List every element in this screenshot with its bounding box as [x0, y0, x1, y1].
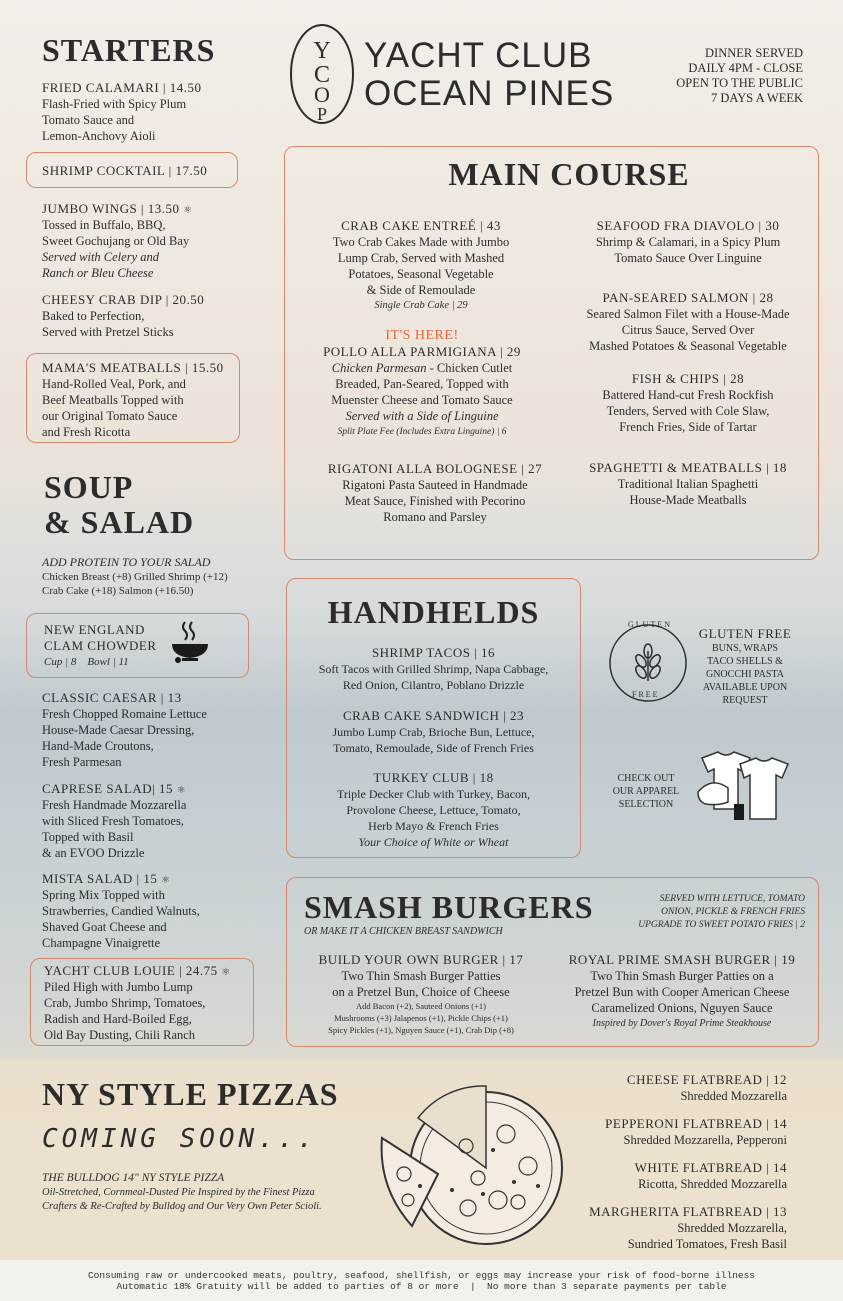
bulldog-title: THE BULLDOG 14" NY STYLE PIZZA	[42, 1172, 225, 1184]
bulldog-desc: Oil-Stretched, Cornmeal-Dusted Pie Inspired by the Finest Pizza	[42, 1187, 315, 1198]
item-desc: Tomato Sauce Over Linguine	[614, 251, 762, 265]
handheld-crab-sandwich	[290, 708, 577, 756]
item-desc: Tossed in Buffalo, BBQ,	[42, 218, 166, 232]
item-title: WHITE FLATBREAD | 14	[634, 1160, 787, 1175]
item-title: CAPRESE SALAD| 15 ⚛	[42, 781, 187, 796]
add-protein-line2: Crab Cake (+18) Salmon (+16.50)	[42, 585, 194, 597]
burger-royal	[548, 952, 816, 1032]
item-desc: Fresh Handmade Mozzarella	[42, 798, 187, 812]
apparel-line: CHECK OUT	[617, 773, 675, 784]
item-note: Your Choice of White or Wheat	[358, 835, 509, 849]
item-desc: Baked to Perfection,	[42, 309, 145, 323]
item-title: FRIED CALAMARI | 14.50	[42, 80, 202, 95]
item-desc: Pretzel Bun with Cooper American Cheese	[574, 985, 790, 999]
item-note: Inspired by Dover's Royal Prime Steakhouse	[592, 1018, 772, 1029]
item-title: RIGATONI ALLA BOLOGNESE | 27	[327, 461, 543, 476]
item-desc: Two Thin Smash Burger Patties	[341, 969, 501, 983]
item-title: TURKEY CLUB | 18	[373, 770, 494, 785]
item-desc: Served with Pretzel Sticks	[42, 325, 174, 339]
burgers-served-with	[638, 893, 805, 932]
item-desc: Fresh Chopped Romaine Lettuce	[42, 707, 207, 721]
item-title: JUMBO WINGS | 13.50 ⚛	[42, 201, 193, 216]
burgers-sub: OR MAKE IT A CHICKEN BREAST SANDWICH	[304, 926, 503, 937]
item-desc: Spring Mix Topped with	[42, 888, 165, 902]
item-desc: Tomato, Remoulade, Side of French Fries	[333, 741, 534, 755]
item-desc: Breaded, Pan-Seared, Topped with	[335, 377, 509, 391]
chowder-title2: CLAM CHOWDER	[44, 638, 157, 653]
vegetarian-icon: ⚛	[176, 785, 187, 796]
item-desc: Sundried Tomatoes, Fresh Basil	[627, 1237, 787, 1251]
hours-line4: 7 DAYS A WEEK	[710, 91, 803, 105]
pizza-coming-soon: COMING SOON...	[42, 1124, 318, 1154]
main-crab-cake	[296, 218, 546, 314]
main-fish-chips	[565, 371, 811, 435]
item-desc: Shredded Mozzarella	[680, 1089, 787, 1103]
pizza-bulldog	[42, 1170, 382, 1214]
item-desc: Romano and Parsley	[383, 510, 487, 524]
item-title: SPAGHETTI & MEATBALLS | 18	[589, 460, 787, 475]
main-seafood	[565, 218, 811, 266]
footer	[0, 1260, 843, 1301]
apparel-text	[606, 772, 686, 811]
starter-shrimp-cocktail: SHRIMP COCKTAIL | 17.50	[42, 163, 208, 178]
item-desc: Fresh Parmesan	[42, 755, 122, 769]
item-desc: Provolone Cheese, Lettuce, Tomato,	[346, 803, 521, 817]
item-desc: House-Made Meatballs	[629, 493, 747, 507]
item-desc: & an EVOO Drizzle	[42, 846, 145, 860]
vegetarian-icon: ⚛	[161, 875, 171, 886]
soup-bowl-icon	[170, 620, 210, 664]
flatbread-margherita	[527, 1204, 787, 1252]
hours-line2: DAILY 4PM - CLOSE	[688, 61, 803, 75]
item-desc: our Original Tomato Sauce	[42, 409, 178, 423]
item-desc: Lemon-Anchovy Aioli	[42, 129, 156, 143]
item-desc: Strawberries, Candied Walnuts,	[42, 904, 200, 918]
logo	[288, 22, 628, 126]
salad-louie	[44, 963, 254, 1043]
served-line: ONION, PICKLE & FRENCH FRIES	[661, 907, 805, 917]
pizza-heading: NY STYLE PIZZAS	[42, 1076, 339, 1112]
item-desc: Triple Decker Club with Turkey, Bacon,	[336, 787, 531, 801]
hours-line1: DINNER SERVED	[705, 46, 803, 60]
gluten-badge-bottom: FREE	[632, 690, 660, 699]
item-desc: Champagne Vinaigrette	[42, 936, 161, 950]
item-desc: Battered Hand-cut Fresh Rockfish	[602, 388, 774, 402]
item-desc: Beef Meatballs Topped with	[42, 393, 184, 407]
item-desc: Hand-Made Croutons,	[42, 739, 154, 753]
addon-line: Spicy Pickles (+1), Nguyen Sauce (+1), Crab Dip (+8)	[328, 1025, 514, 1035]
item-desc: Piled High with Jumbo Lump	[44, 980, 193, 994]
starter-calamari	[42, 80, 262, 144]
handheld-tacos	[290, 645, 577, 693]
item-note: Single Crab Cake | 29	[374, 300, 468, 311]
item-title: POLLO ALLA PARMIGIANA | 29	[323, 344, 521, 359]
item-desc: House-Made Caesar Dressing,	[42, 723, 195, 737]
gluten-line: GNOCCHI PASTA	[705, 669, 784, 680]
main-pollo	[290, 328, 554, 440]
logo-monogram-icon	[288, 22, 356, 126]
item-desc: Topped with Basil	[42, 830, 134, 844]
add-protein-line1: Chicken Breast (+8) Grilled Shrimp (+12)	[42, 571, 228, 583]
item-title: CRAB CAKE ENTREÉ | 43	[341, 218, 501, 233]
item-desc: Lump Crab, Served with Mashed	[337, 251, 505, 265]
item-desc: Shrimp & Calamari, in a Spicy Plum	[595, 235, 781, 249]
item-desc: Mashed Potatoes & Seasonal Vegetable	[589, 339, 787, 353]
svg-text:C: C	[313, 62, 331, 88]
vegetarian-icon: ⚛	[183, 205, 193, 216]
item-title: MARGHERITA FLATBREAD | 13	[589, 1204, 787, 1219]
flatbread-white	[527, 1160, 787, 1192]
soup-salad-heading	[44, 470, 194, 540]
main-rigatoni	[290, 461, 580, 525]
apparel-tshirt-icon	[694, 748, 802, 828]
item-title: CRAB CAKE SANDWICH | 23	[343, 708, 524, 723]
flatbread-cheese	[527, 1072, 787, 1104]
gluten-line: REQUEST	[722, 695, 768, 706]
handhelds-heading: HANDHELDS	[327, 594, 540, 630]
chowder-title1: NEW ENGLAND	[44, 622, 145, 637]
svg-text:O: O	[314, 82, 330, 107]
item-desc: on a Pretzel Bun, Choice of Cheese	[332, 985, 510, 999]
item-desc: Potatoes, Seasonal Vegetable	[348, 267, 494, 281]
salad-caesar	[42, 690, 272, 770]
item-desc: Meat Sauce, Finished with Pecorino	[344, 494, 526, 508]
item-desc: Old Bay Dusting, Chili Ranch	[44, 1028, 196, 1042]
item-desc: Flash-Fried with Spicy Plum	[42, 97, 187, 111]
logo-line2: OCEAN PINES	[364, 74, 615, 113]
item-desc: Two Crab Cakes Made with Jumbo	[332, 235, 510, 249]
handheld-turkey	[290, 770, 577, 850]
served-line: UPGRADE TO SWEET POTATO FRIES | 2	[638, 920, 805, 930]
flatbread-pepperoni	[527, 1116, 787, 1148]
salad-mista	[42, 871, 272, 951]
item-note: Served with a Side of Linguine	[345, 409, 499, 423]
item-note: Served with Celery and	[42, 250, 159, 264]
footer-line1: Consuming raw or undercooked meats, poultry, seafood, shellfish, or eggs may increase your risk of food-borne illness	[87, 1270, 755, 1281]
starter-crab-dip	[42, 292, 262, 340]
item-desc: Shaved Goat Cheese and	[42, 920, 167, 934]
gluten-line: BUNS, WRAPS	[712, 643, 778, 654]
apparel-line: OUR APPAREL	[612, 786, 680, 797]
salad-caprese	[42, 781, 272, 861]
item-desc: Tomato Sauce and	[42, 113, 135, 127]
gluten-free-title: GLUTEN FREE	[698, 626, 792, 641]
clam-chowder	[44, 622, 157, 670]
chowder-prices: Cup | 8 Bowl | 11	[44, 656, 129, 668]
item-desc: Two Thin Smash Burger Patties on a	[590, 969, 774, 983]
item-desc: Jumbo Lump Crab, Brioche Bun, Lettuce,	[332, 725, 535, 739]
item-desc: Citrus Sauce, Served Over	[621, 323, 755, 337]
bulldog-desc: Crafters & Re-Crafted by Bulldog and Our Very Own Peter Scioli.	[42, 1201, 322, 1212]
footer-line2: Automatic 18% Gratuity will be added to parties of 8 or more | No more than 3 separate payments per table	[116, 1281, 727, 1292]
soup-heading-line1: SOUP	[44, 469, 134, 505]
served-line: SERVED WITH LETTUCE, TOMATO	[659, 894, 805, 904]
item-title: PEPPERONI FLATBREAD | 14	[605, 1116, 787, 1131]
item-title: CLASSIC CAESAR | 13	[42, 690, 182, 705]
burgers-heading: SMASH BURGERS	[304, 889, 594, 925]
vegetarian-icon: ⚛	[221, 967, 231, 978]
item-desc: with Sliced Fresh Tomatoes,	[42, 814, 184, 828]
item-desc: Tenders, Served with Cole Slaw,	[606, 404, 770, 418]
hours	[676, 46, 803, 106]
item-title: MISTA SALAD | 15 ⚛	[42, 871, 171, 886]
item-desc: Red Onion, Cilantro, Poblano Drizzle	[342, 678, 525, 692]
gluten-line: TACO SHELLS &	[707, 656, 783, 667]
item-desc: Hand-Rolled Veal, Pork, and	[42, 377, 186, 391]
its-here-label: IT'S HERE!	[385, 328, 459, 343]
burger-byo	[292, 952, 550, 1036]
item-desc: Soft Tacos with Grilled Shrimp, Napa Cabbage,	[318, 662, 549, 676]
item-desc: Caramelized Onions, Nguyen Sauce	[591, 1001, 773, 1015]
item-title: CHEESY CRAB DIP | 20.50	[42, 292, 205, 307]
item-title: SHRIMP TACOS | 16	[371, 645, 496, 660]
flatbreads	[527, 1072, 787, 1252]
item-desc: Shredded Mozzarella, Pepperoni	[623, 1133, 787, 1147]
item-desc: Radish and Hard-Boiled Egg,	[44, 1012, 192, 1026]
item-title: FISH & CHIPS | 28	[631, 371, 745, 386]
starters-heading: STARTERS	[42, 32, 216, 68]
item-title: PAN-SEARED SALMON | 28	[602, 290, 774, 305]
item-title: ROYAL PRIME SMASH BURGER | 19	[568, 952, 796, 967]
item-desc: Rigatoni Pasta Sauteed in Handmade	[342, 478, 528, 492]
apparel-line: SELECTION	[618, 799, 674, 810]
starter-meatballs	[42, 360, 242, 440]
svg-text:Y: Y	[313, 38, 331, 64]
gluten-free-info	[690, 626, 800, 707]
logo-line1: YACHT CLUB	[364, 36, 593, 75]
item-title: MAMA'S MEATBALLS | 15.50	[42, 360, 224, 375]
main-salmon	[562, 290, 814, 354]
item-title: BUILD YOUR OWN BURGER | 17	[318, 952, 524, 967]
item-desc: Shredded Mozzarella,	[677, 1221, 787, 1235]
starter-wings	[42, 201, 262, 281]
add-protein-title: ADD PROTEIN TO YOUR SALAD	[42, 555, 211, 569]
item-title: CHEESE FLATBREAD | 12	[626, 1072, 787, 1087]
soup-heading-line2: & SALAD	[44, 504, 195, 540]
main-course-heading: MAIN COURSE	[448, 156, 690, 192]
item-note: Ranch or Bleu Cheese	[42, 266, 154, 280]
addon-line: Add Bacon (+2), Sauteed Onions (+1)	[356, 1001, 486, 1011]
gluten-badge-top: GLUTEN	[628, 620, 672, 629]
item-note: Split Plate Fee (Includes Extra Linguine) | 6	[337, 427, 507, 437]
svg-text:P: P	[316, 104, 328, 124]
add-protein	[42, 554, 282, 598]
item-desc: French Fries, Side of Tartar	[619, 420, 757, 434]
addon-line: Mushrooms (+3) Jalapenos (+1), Pickle Chips (+1)	[334, 1013, 508, 1023]
hours-line3: OPEN TO THE PUBLIC	[676, 76, 803, 90]
item-desc: & Side of Remoulade	[366, 283, 476, 297]
item-desc: Sweet Gochujang or Old Bay	[42, 234, 190, 248]
item-title: YACHT CLUB LOUIE | 24.75 ⚛	[44, 963, 231, 978]
item-desc: Chicken Parmesan - Chicken Cutlet	[331, 361, 513, 375]
gluten-line: AVAILABLE UPON	[702, 682, 788, 693]
item-desc: Muenster Cheese and Tomato Sauce	[331, 393, 513, 407]
item-desc: Seared Salmon Filet with a House-Made	[586, 307, 790, 321]
item-title: SEAFOOD FRA DIAVOLO | 30	[596, 218, 780, 233]
item-desc: and Fresh Ricotta	[42, 425, 131, 439]
item-desc: Ricotta, Shredded Mozzarella	[638, 1177, 787, 1191]
item-desc: Herb Mayo & French Fries	[368, 819, 499, 833]
item-desc: Traditional Italian Spaghetti	[617, 477, 759, 491]
item-desc: Crab, Jumbo Shrimp, Tomatoes,	[44, 996, 206, 1010]
main-spaghetti	[565, 460, 811, 508]
